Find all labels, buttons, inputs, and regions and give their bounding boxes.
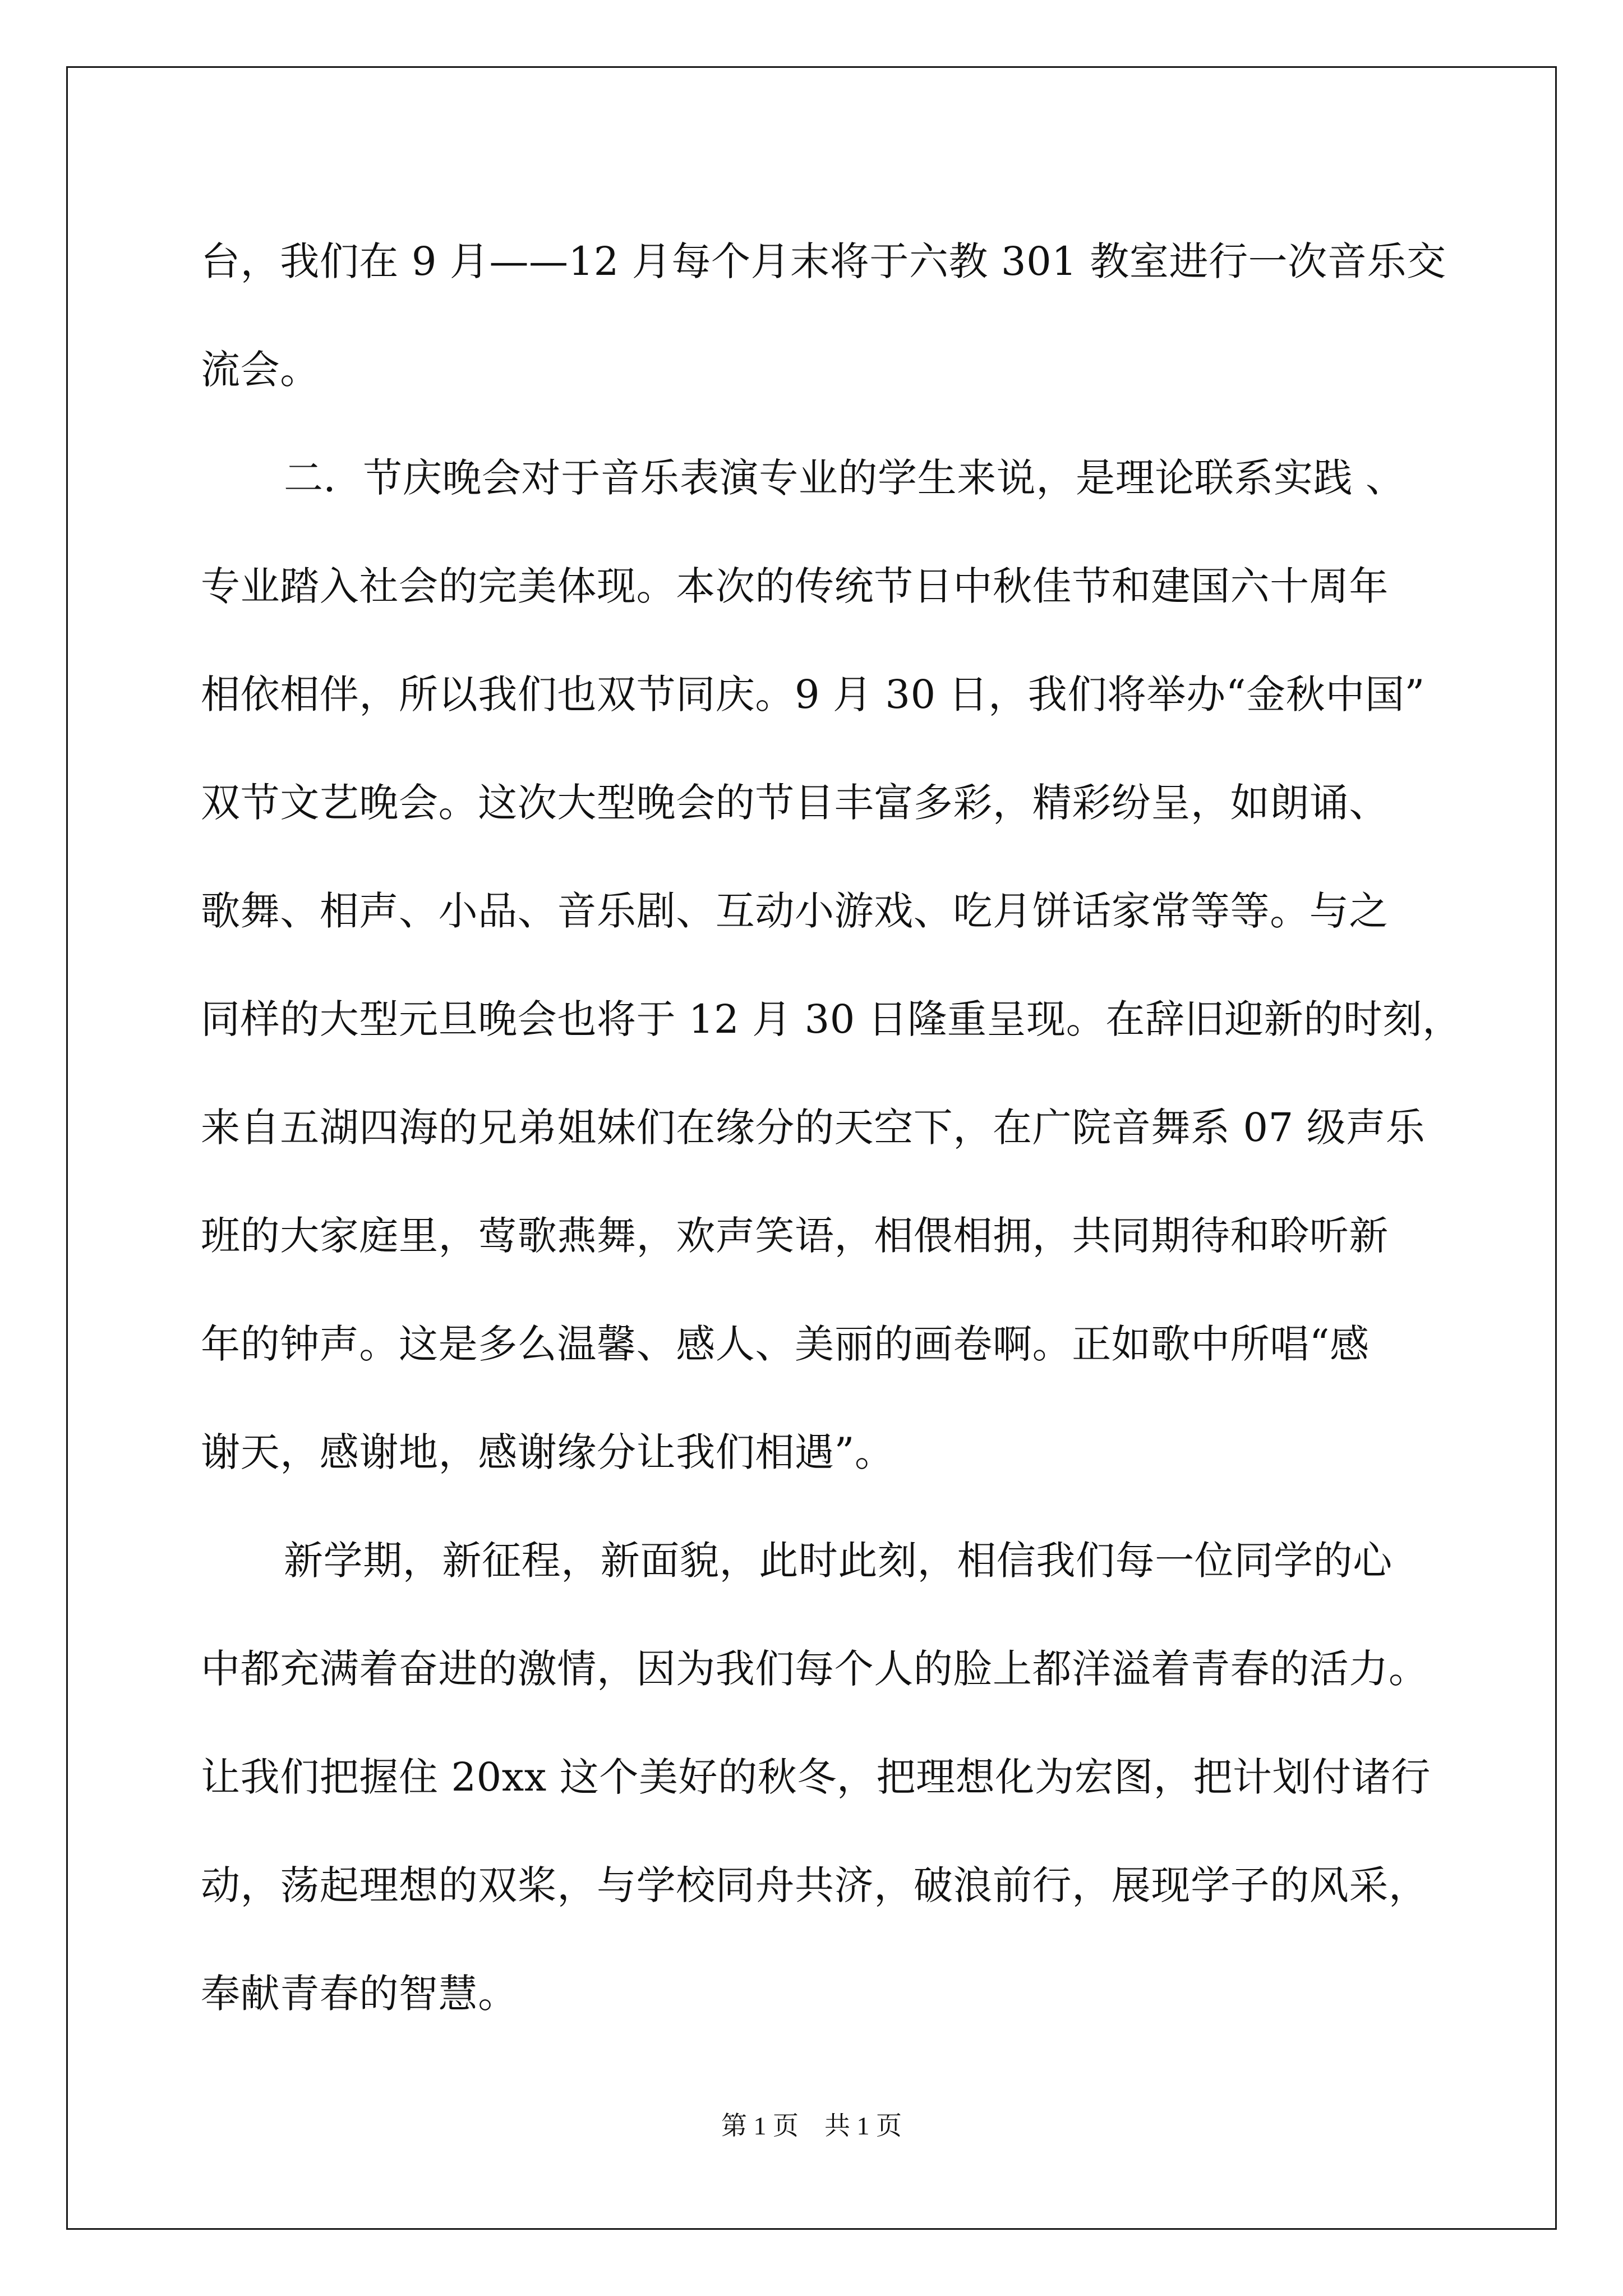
text-line: 专业踏入社会的完美体现。本次的传统节日中秋佳节和建国六十周年 — [201, 563, 1389, 609]
text-line: 让我们把握住 20xx 这个美好的秋冬，把理想化为宏图，把计划付诸行 — [201, 1754, 1431, 1800]
text-line: 中都充满着奋进的激情，因为我们每个人的脸上都洋溢着青春的活力。 — [201, 1646, 1428, 1692]
text-line: 班的大家庭里，莺歌燕舞，欢声笑语，相偎相拥，共同期待和聆听新 — [201, 1213, 1389, 1259]
text-line: 相依相伴，所以我们也双节同庆。9 月 30 日，我们将举办“金秋中国” — [201, 671, 1425, 717]
paragraph-start-line: 二．节庆晚会对于音乐表演专业的学生来说，是理论联系实践 、 — [284, 455, 1405, 501]
text-line: 奉献青春的智慧。 — [201, 1971, 518, 2017]
text-line: 台，我们在 9 月——12 月每个月末将于六教 301 教室进行一次音乐交 — [201, 238, 1446, 284]
text-line: 动，荡起理想的双桨，与学校同舟共济，破浪前行，展现学子的风采， — [201, 1862, 1428, 1908]
text-line: 双节文艺晚会。这次大型晚会的节目丰富多彩，精彩纷呈，如朗诵、 — [201, 780, 1389, 826]
text-line: 同样的大型元旦晚会也将于 12 月 30 日隆重呈现。在辞旧迎新的时刻， — [201, 996, 1462, 1042]
text-line: 歌舞、相声、小品、音乐剧、互动小游戏、吃月饼话家常等等。与之 — [201, 888, 1389, 934]
text-line: 年的钟声。这是多么温馨、感人、美丽的画卷啊。正如歌中所唱“感 — [201, 1321, 1370, 1367]
paragraph-start-line: 新学期，新征程，新面貌，此时此刻，相信我们每一位同学的心 — [284, 1538, 1393, 1584]
page-number-footer: 第 1 页 共 1 页 — [721, 2111, 902, 2140]
text-line: 来自五湖四海的兄弟姐妹们在缘分的天空下，在广院音舞系 07 级声乐 — [201, 1105, 1426, 1151]
text-line: 谢天，感谢地，感谢缘分让我们相遇”。 — [201, 1429, 895, 1475]
text-line: 流会。 — [201, 347, 320, 393]
document-body — [201, 208, 1462, 2048]
